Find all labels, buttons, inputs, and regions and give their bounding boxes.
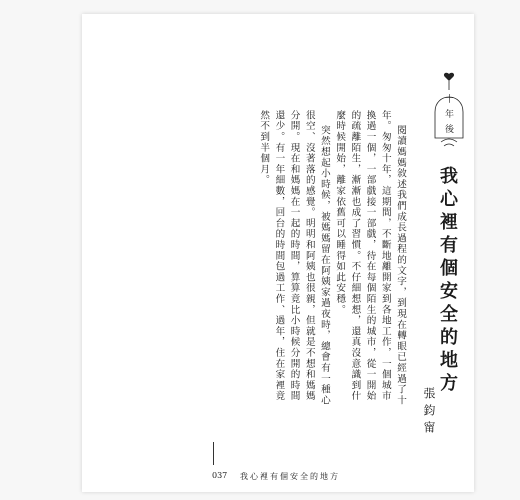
body-text xyxy=(256,110,418,410)
paragraph: 突然想起小時候，被媽媽留在阿姨家過夜時，總會有一種心很空、沒著落的感覺。明明和阿姨也很親，但就是不想和媽媽分開。現在和媽媽在一起的時間，算算竟比小時候分開的時間還少。有一年細數，回台的時間包過工作、過年，住在家裡竟然不到半個月。 xyxy=(258,110,330,407)
footer-rule xyxy=(213,442,214,465)
running-title: 我心裡有個安全的地方 xyxy=(240,472,340,481)
paragraph: 閱讀媽媽敘述我們成長過程的文字，到現在轉眼已經過了十年。匆匆十年，這期間，不斷地離開家到各地工作，一個城市換過一個，一部戲接一部戲，待在每個陌生的城市，從一開始的疏離陌生，漸漸也成了習慣。不仔細想想，還真沒意識到什麼時候開始，離家依舊可以睡得如此安穩。 xyxy=(334,110,406,407)
page-number: 037 xyxy=(212,471,228,480)
author-name: 張鈞甯 xyxy=(422,387,436,438)
chapter-title: 我心裡有個安全的地方 xyxy=(437,166,458,396)
book-page xyxy=(82,14,474,492)
subtitle-text: 十年後 xyxy=(443,94,453,139)
